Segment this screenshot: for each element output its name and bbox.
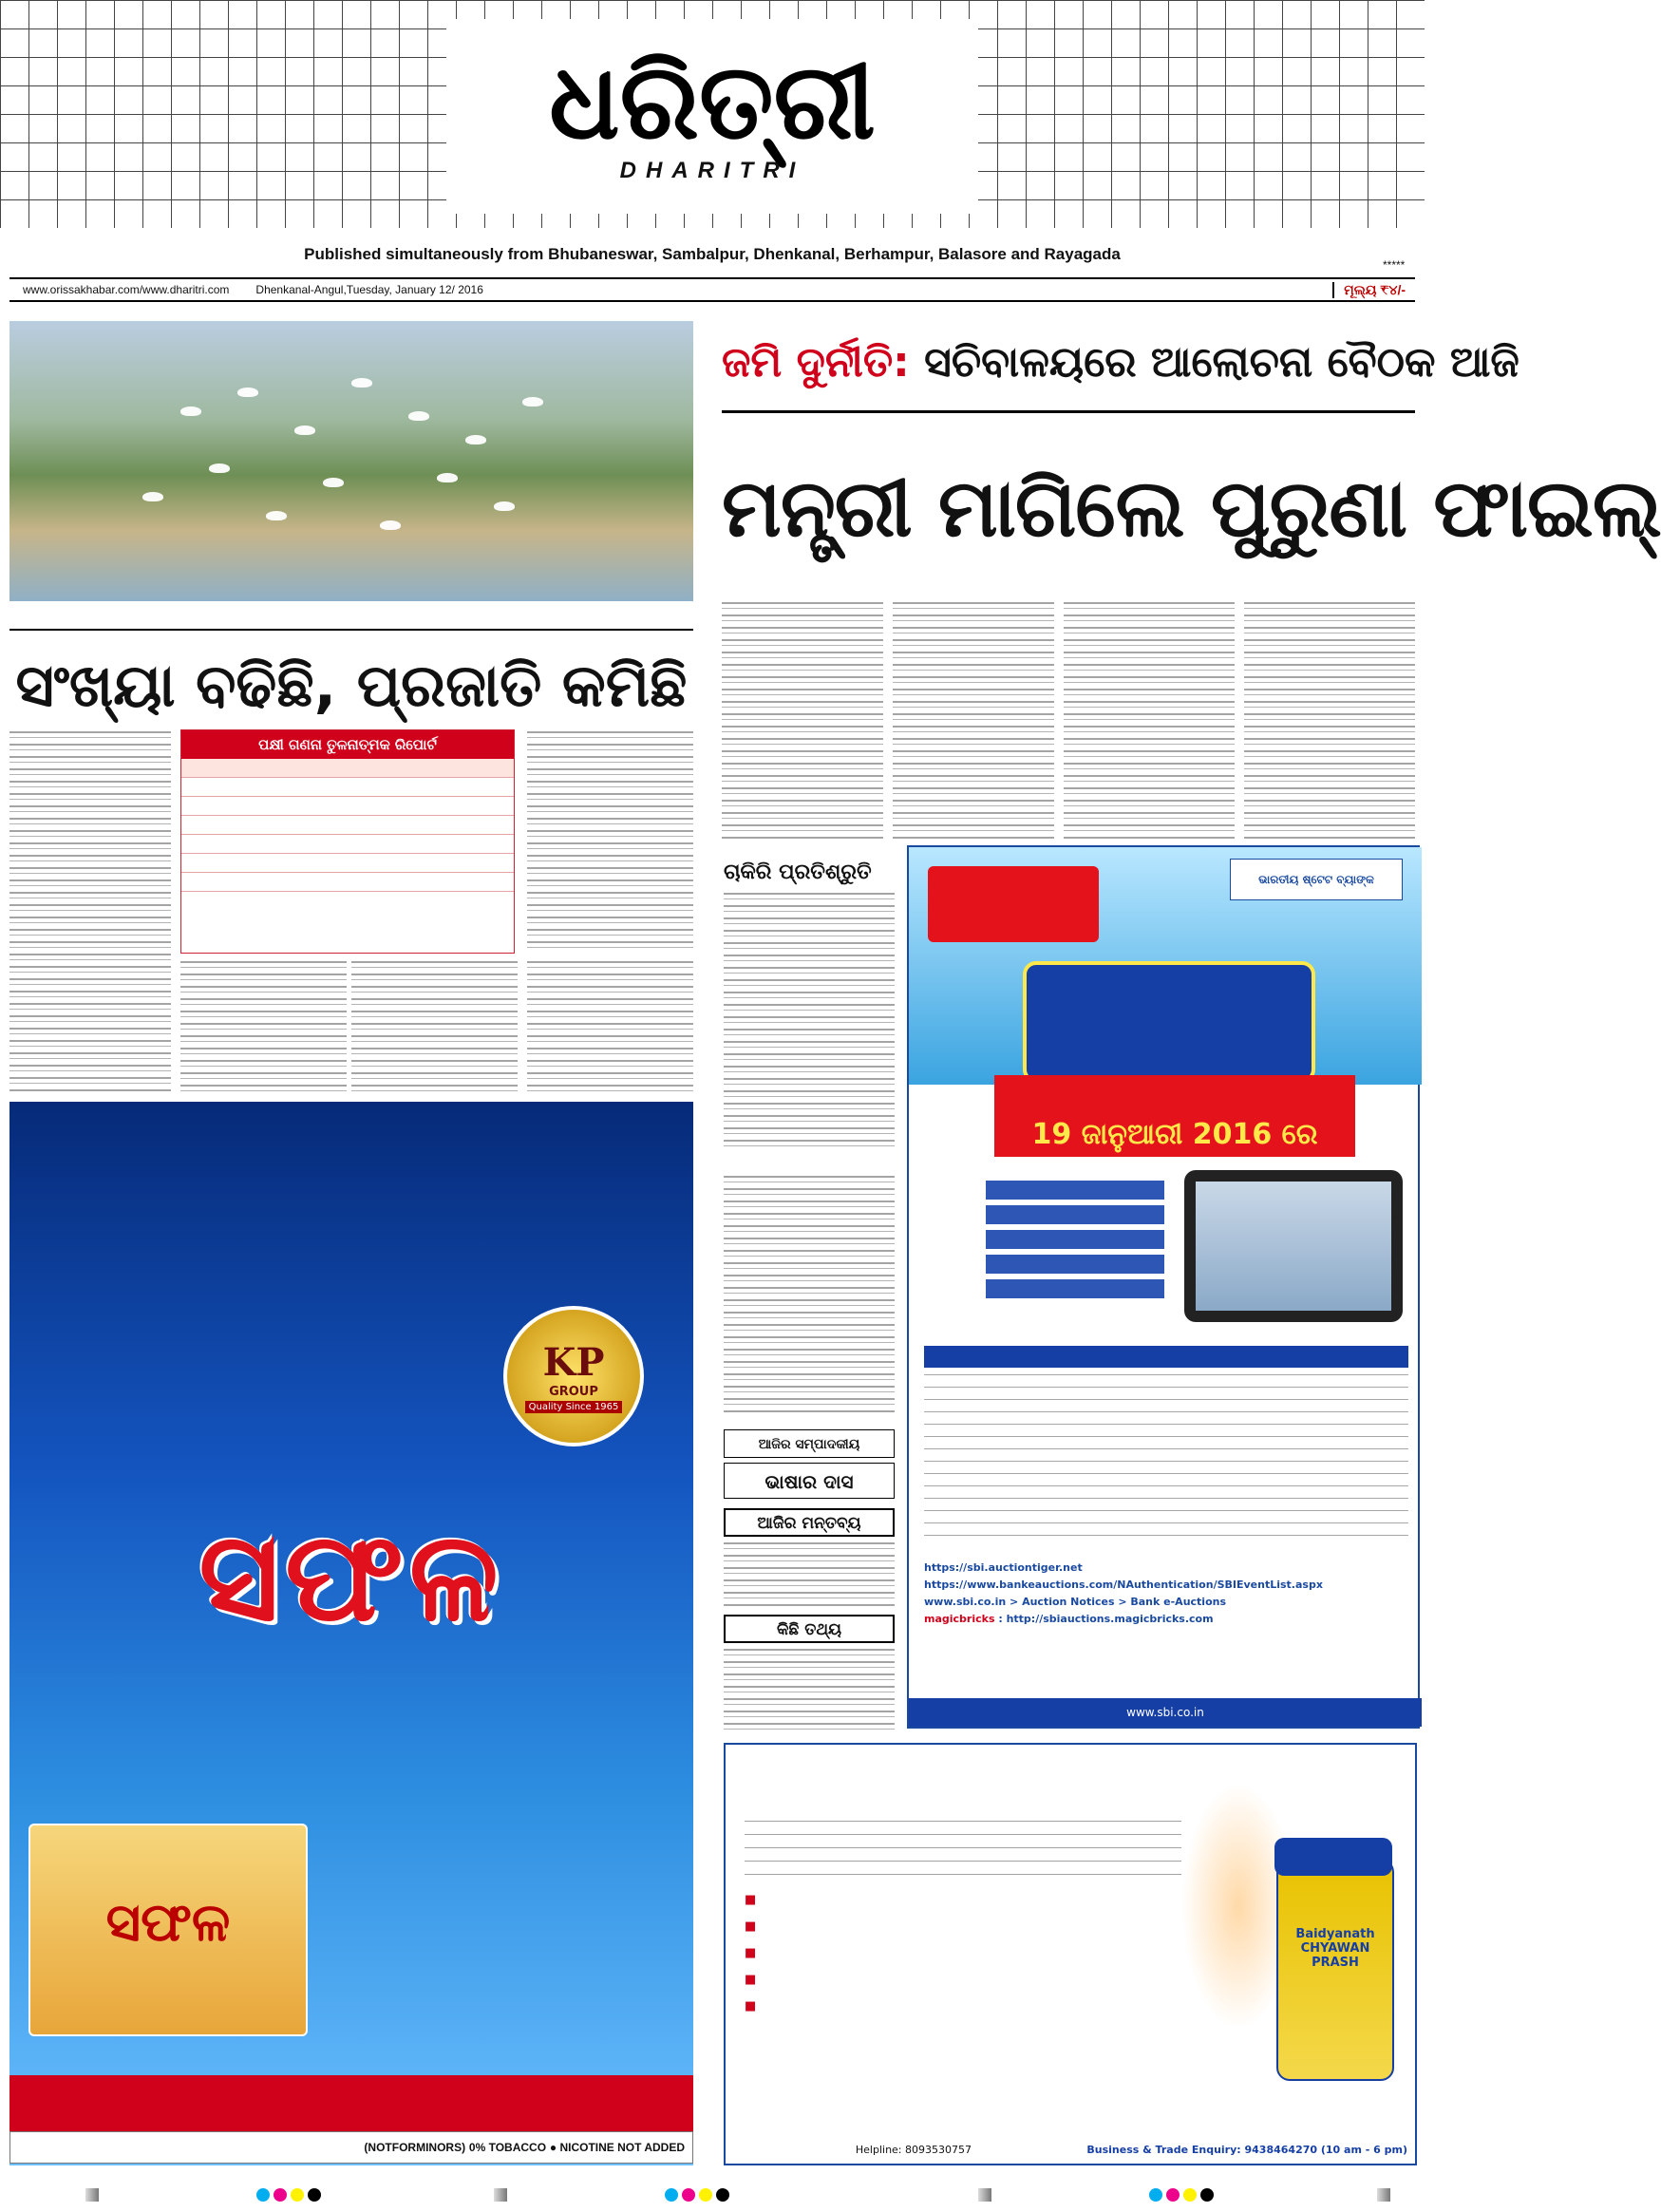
job-headline: ଚାକିରି ପ୍ରତିଶ୍ରୁତି: [724, 860, 872, 884]
kp-group-text: GROUP: [549, 1384, 598, 1399]
editor-name: ଭାଷାର ଦାସ: [724, 1463, 895, 1499]
jar-label: [1286, 1927, 1385, 1970]
sbi-url-3[interactable]: www.sbi.co.in > Auction Notices > Bank e-Auctions: [924, 1596, 1227, 1608]
masthead-logo: [446, 19, 978, 214]
bird-story-col-1: [9, 731, 171, 1092]
price-tag: ମୂଲ୍ୟ ₹୪/-: [1332, 282, 1415, 298]
property-chip: [985, 1229, 1165, 1250]
product-pack-image: [28, 1824, 308, 2036]
warning-nicotine: ● NICOTINE NOT ADDED: [549, 2141, 685, 2154]
sbi-urls: [924, 1560, 1408, 1628]
warning-right: [364, 2141, 685, 2154]
cp-title: [745, 1752, 758, 1796]
table-row: [181, 797, 514, 816]
cp-benefits: [745, 1887, 1181, 2020]
sbi-url-1[interactable]: https://sbi.auctiontiger.net: [924, 1561, 1083, 1574]
lead-kicker-red: ଜମି ଦୁର୍ନୀତି:: [722, 338, 910, 387]
property-chip: [985, 1254, 1165, 1275]
bird-headline: ସଂଖ୍ୟା ବଢିଛି, ପ୍ରଜାତି କମିଛି: [15, 651, 688, 720]
second-story-text: [724, 1176, 895, 1413]
comment-text: [724, 1542, 895, 1609]
job-story-text: [724, 893, 895, 1149]
sbi-logo: ଭାରତୀୟ ଷ୍ଟେଟ ବ୍ୟାଙ୍କ: [1230, 859, 1403, 900]
ad-brand-name: ସଫଳ: [198, 1504, 504, 1649]
masthead-title-latin: DHARITRI: [619, 157, 805, 183]
fact-text: [724, 1649, 895, 1734]
kp-group-badge: [503, 1306, 644, 1446]
fact-label: କିଛି ତଥ୍ୟ: [724, 1615, 895, 1643]
cp-brand: [840, 2034, 1077, 2067]
list-item: [745, 1914, 1181, 1940]
sbi-mega-title: [1023, 961, 1315, 1083]
census-table-body: [181, 759, 514, 892]
story-rule: [9, 629, 693, 631]
warning-not-for-minors: (NOTFORMINORS): [364, 2141, 466, 2154]
lead-story-col-1: [722, 602, 883, 841]
sbi-e-auction-ad: [907, 845, 1420, 1729]
editor-label: ଆଜିର ସମ୍ପାଦକୀୟ: [724, 1429, 895, 1458]
lead-story-col-2: [893, 602, 1054, 841]
table-row: [181, 854, 514, 873]
list-item: [745, 1967, 1181, 1994]
bird-story-col-2a: [180, 961, 347, 1092]
table-row: [181, 816, 514, 835]
sbi-property-chips: [985, 1180, 1165, 1303]
list-item: [745, 1994, 1181, 2020]
sbi-date: 19 ଜାନୁଆରୀ 2016 ରେ: [994, 1113, 1355, 1157]
property-chip: [985, 1180, 1165, 1201]
property-chip: [985, 1204, 1165, 1225]
bird-census-table: [180, 729, 515, 954]
sbi-list-title: [924, 1346, 1408, 1368]
cp-enquiry: Business & Trade Enquiry: 9438464270 (10 am - 6 pm): [1086, 2143, 1407, 2156]
statutory-warning: [9, 2131, 693, 2164]
table-row: [181, 778, 514, 797]
sbi-ribbon: [994, 1075, 1355, 1113]
lead-story-col-3: [1064, 602, 1235, 841]
masthead-title: ଧରିତ୍ରୀ: [549, 39, 876, 162]
warning-tobacco: 0% TOBACCO: [468, 2141, 547, 2154]
print-registration-marks: [0, 2181, 1425, 2209]
table-row: [181, 835, 514, 854]
sbi-branch-list: [924, 1374, 1408, 1545]
cp-body-text: [745, 1821, 1191, 1878]
headline-rule: [722, 410, 1415, 413]
lead-story-col-4: [1244, 602, 1415, 841]
ad-tagline: [247, 1710, 255, 1749]
sbi-url-4: magicbricks : http://sbiauctions.magicbricks.com: [924, 1613, 1214, 1625]
warning-left: [18, 2141, 22, 2154]
jar-brand: Baidyanath: [1295, 1927, 1375, 1941]
sbi-footer[interactable]: www.sbi.co.in: [909, 1698, 1422, 1727]
chyawanprash-ad: [724, 1743, 1417, 2165]
published-line: Published simultaneously from Bhubaneswar, Sambalpur, Dhenkanal, Berhampur, Balasore and Rayagada: [304, 245, 1121, 263]
dateline: [9, 277, 1415, 302]
edition-stars: *****: [1383, 258, 1406, 272]
lead-kicker: [722, 321, 1519, 405]
jar-product: CHYAWAN PRASH: [1300, 1941, 1370, 1970]
bird-story-col-2b: [351, 961, 518, 1092]
bird-story-col-3b: [527, 961, 693, 1092]
kp-since-text: Quality Since 1965: [525, 1401, 623, 1413]
ad-footer-strip: [9, 2075, 693, 2132]
table-title: ପକ୍ଷୀ ଗଣନା ତୁଳନାତ୍ମକ ରିପୋର୍ଟ: [181, 730, 514, 759]
dateline-website: www.orissakhabar.com/www.dharitri.com: [23, 283, 230, 296]
pan-masala-ad: [9, 1102, 693, 2165]
bird-story-col-3: [527, 731, 693, 950]
pack-sub: [30, 1968, 306, 1986]
sbi-url-2[interactable]: https://www.bankeauctions.com/NAuthentication/SBIEventList.aspx: [924, 1579, 1323, 1591]
premium-line: [351, 1895, 674, 1927]
lead-photo: [9, 321, 693, 601]
property-chip: [985, 1278, 1165, 1299]
ad-headline: [123, 1130, 139, 1189]
list-item: [745, 1887, 1181, 1914]
table-row: [181, 873, 514, 892]
list-item: [745, 1940, 1181, 1967]
kp-logo-text: KP: [542, 1339, 605, 1385]
pack-mrp: [40, 2011, 44, 2023]
sbi-burst: [928, 866, 1099, 942]
pack-brand: ସଫଳ: [105, 1892, 231, 1954]
tablet-image: [1184, 1170, 1403, 1322]
lead-headline: ମନ୍ତ୍ରୀ ମାଗିଲେ ପୁରୁଣା ଫାଇଲ୍: [722, 462, 1661, 555]
table-row: [181, 759, 514, 778]
chyawanprash-jar-image: [1276, 1859, 1394, 2081]
comment-label: ଆଜିର ମନ୍ତବ୍ୟ: [724, 1508, 895, 1537]
cp-tagline: [737, 2144, 741, 2156]
cp-helpline: Helpline: 8093530757: [855, 2143, 972, 2156]
lead-kicker-text: ସଚିବାଳୟରେ ଆଲୋଚନା ବୈଠକ ଆଜି: [924, 338, 1519, 387]
cp-footer: [726, 2135, 1419, 2164]
photo-caption: [9, 604, 693, 617]
dateline-date: Dhenkanal-Angul,Tuesday, January 12/ 2016: [255, 283, 483, 296]
magicbricks-logo: magicbricks: [924, 1613, 995, 1625]
